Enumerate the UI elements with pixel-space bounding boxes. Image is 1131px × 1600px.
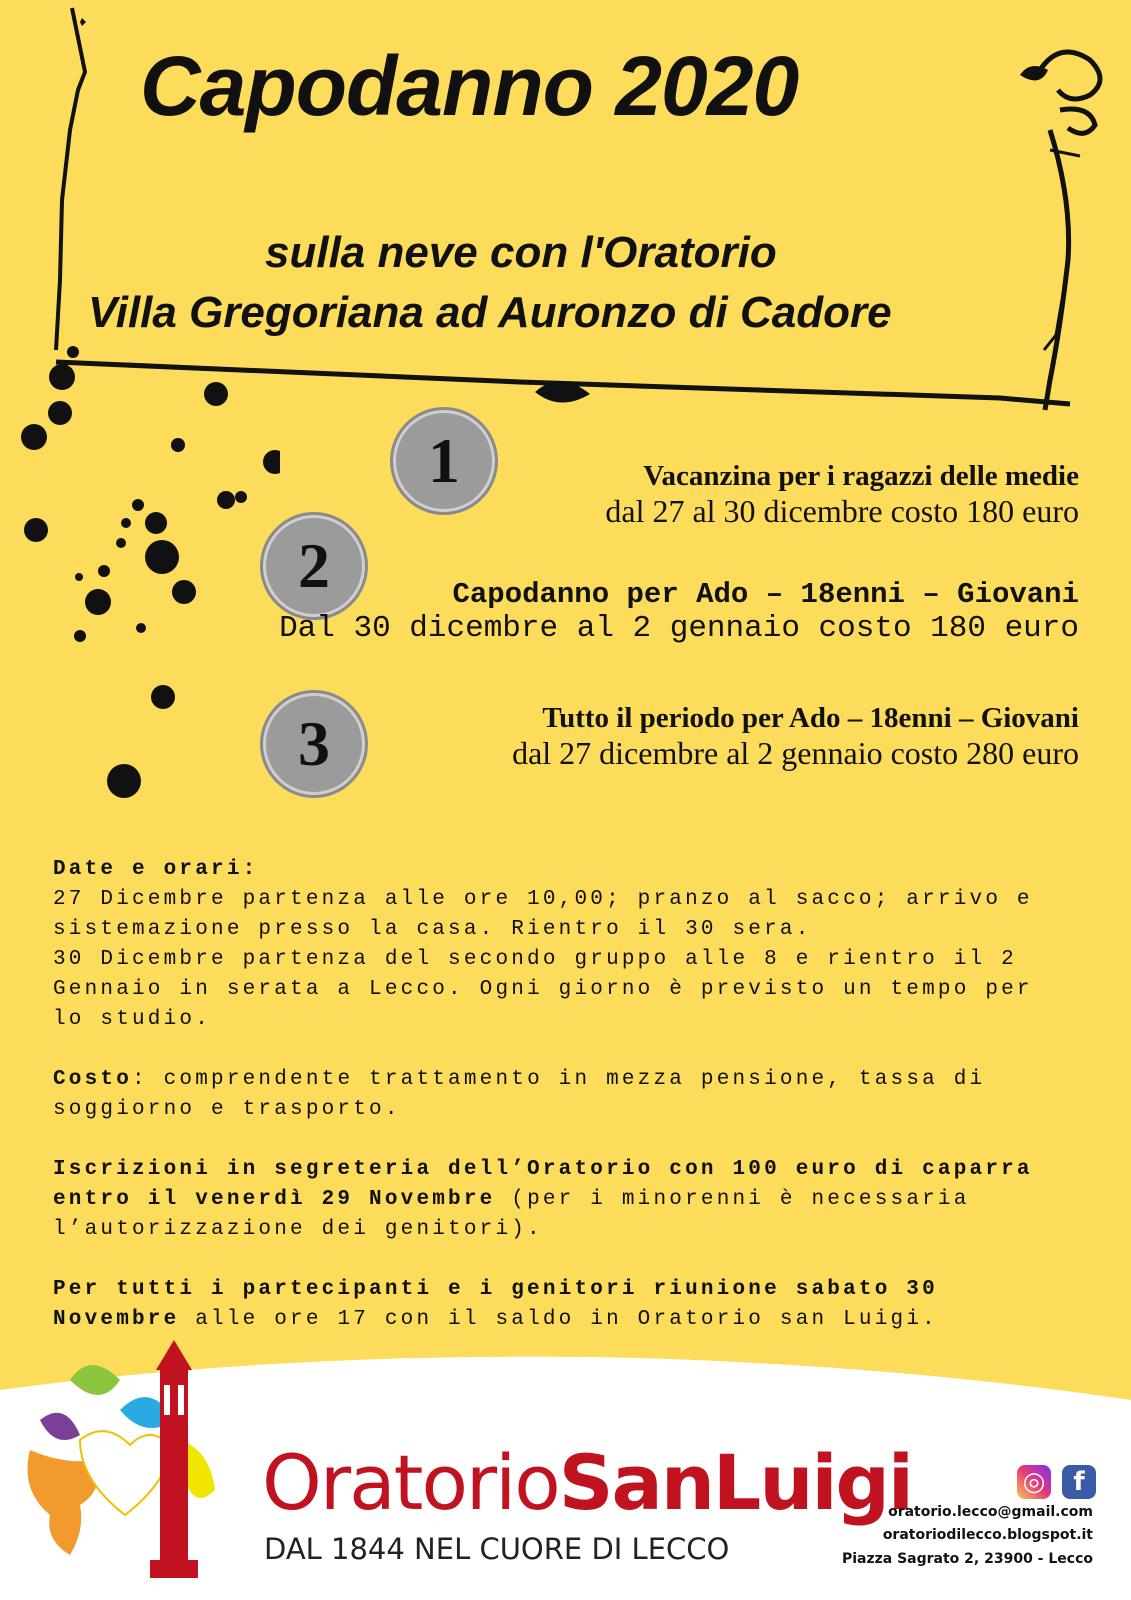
package-detail: dal 27 dicembre al 2 gennaio costo 280 euro	[512, 735, 1079, 771]
number-badge-1: 1	[393, 410, 495, 512]
confetti-dots	[0, 330, 280, 830]
cost-paragraph	[53, 1065, 1073, 1125]
facebook-icon[interactable]: f	[1062, 1465, 1096, 1499]
package-title: Capodanno per Ado – 18enni – Giovani	[452, 578, 1079, 611]
enroll-bold: Iscrizioni in segreteria dell’Oratorio con 100 euro di caparra entro il venerdì 29 Novembre	[53, 1158, 1033, 1211]
dates-heading: Date e orari:	[53, 858, 259, 881]
package-2	[279, 578, 1079, 646]
enroll-text: (per i minorenni è necessaria l’autorizzazione dei genitori).	[53, 1188, 970, 1241]
contact-blog[interactable]: oratoriodilecco.blogspot.it	[882, 1527, 1093, 1543]
logo-bold: SanLuigi	[558, 1438, 912, 1527]
package-1	[605, 460, 1079, 530]
subtitle-line2: Villa Gregoriana ad Auronzo di Cadore	[88, 288, 892, 337]
meeting-paragraph	[53, 1275, 1073, 1335]
logo-light: Oratorio	[262, 1438, 559, 1527]
package-title: Tutto il periodo per Ado – 18enni – Giovani	[542, 702, 1079, 734]
package-3	[512, 702, 1079, 772]
meeting-text: alle ore 17 con il saldo in Oratorio san Luigi.	[179, 1308, 938, 1331]
page-title: Capodanno 2020	[140, 39, 799, 133]
instagram-icon[interactable]: ◎	[1017, 1465, 1051, 1499]
enroll-paragraph	[53, 1155, 1073, 1245]
contact-email[interactable]: oratorio.lecco@gmail.com	[888, 1504, 1093, 1520]
dates-text-1: 27 Dicembre partenza alle ore 10,00; pranzo al sacco; arrivo e sistemazione presso la casa. Rientro il 30 sera.	[53, 888, 1033, 941]
number-badge-3: 3	[263, 693, 365, 795]
info-section	[53, 855, 1073, 1365]
package-title: Vacanzina per i ragazzi delle medie	[643, 460, 1079, 492]
tagline: DAL 1844 NEL CUORE DI LECCO	[264, 1532, 730, 1566]
contact-address: Piazza Sagrato 2, 23900 - Lecco	[841, 1551, 1093, 1567]
dates-paragraph	[53, 855, 1073, 1035]
dates-text-2: 30 Dicembre partenza del secondo gruppo alle 8 e rientro il 2 Gennaio in serata a Lecco. Ogni giorno è previsto un tempo per lo studio.	[53, 948, 1033, 1031]
meeting-bold: Per tutti i partecipanti e i genitori riunione sabato 30 Novembre	[53, 1278, 938, 1331]
oratorio-logo-graphic	[10, 1340, 250, 1600]
cost-heading: Costo	[53, 1068, 133, 1091]
cost-text: : comprendente trattamento in mezza pensione, tassa di soggiorno e trasporto.	[53, 1068, 986, 1121]
package-detail: Dal 30 dicembre al 2 gennaio costo 180 euro	[279, 611, 1079, 646]
number-badge-2: 2	[263, 515, 365, 617]
package-detail: dal 27 al 30 dicembre costo 180 euro	[605, 493, 1079, 529]
logo-wordmark	[262, 1438, 912, 1527]
subtitle-line1: sulla neve con l'Oratorio	[265, 228, 777, 277]
